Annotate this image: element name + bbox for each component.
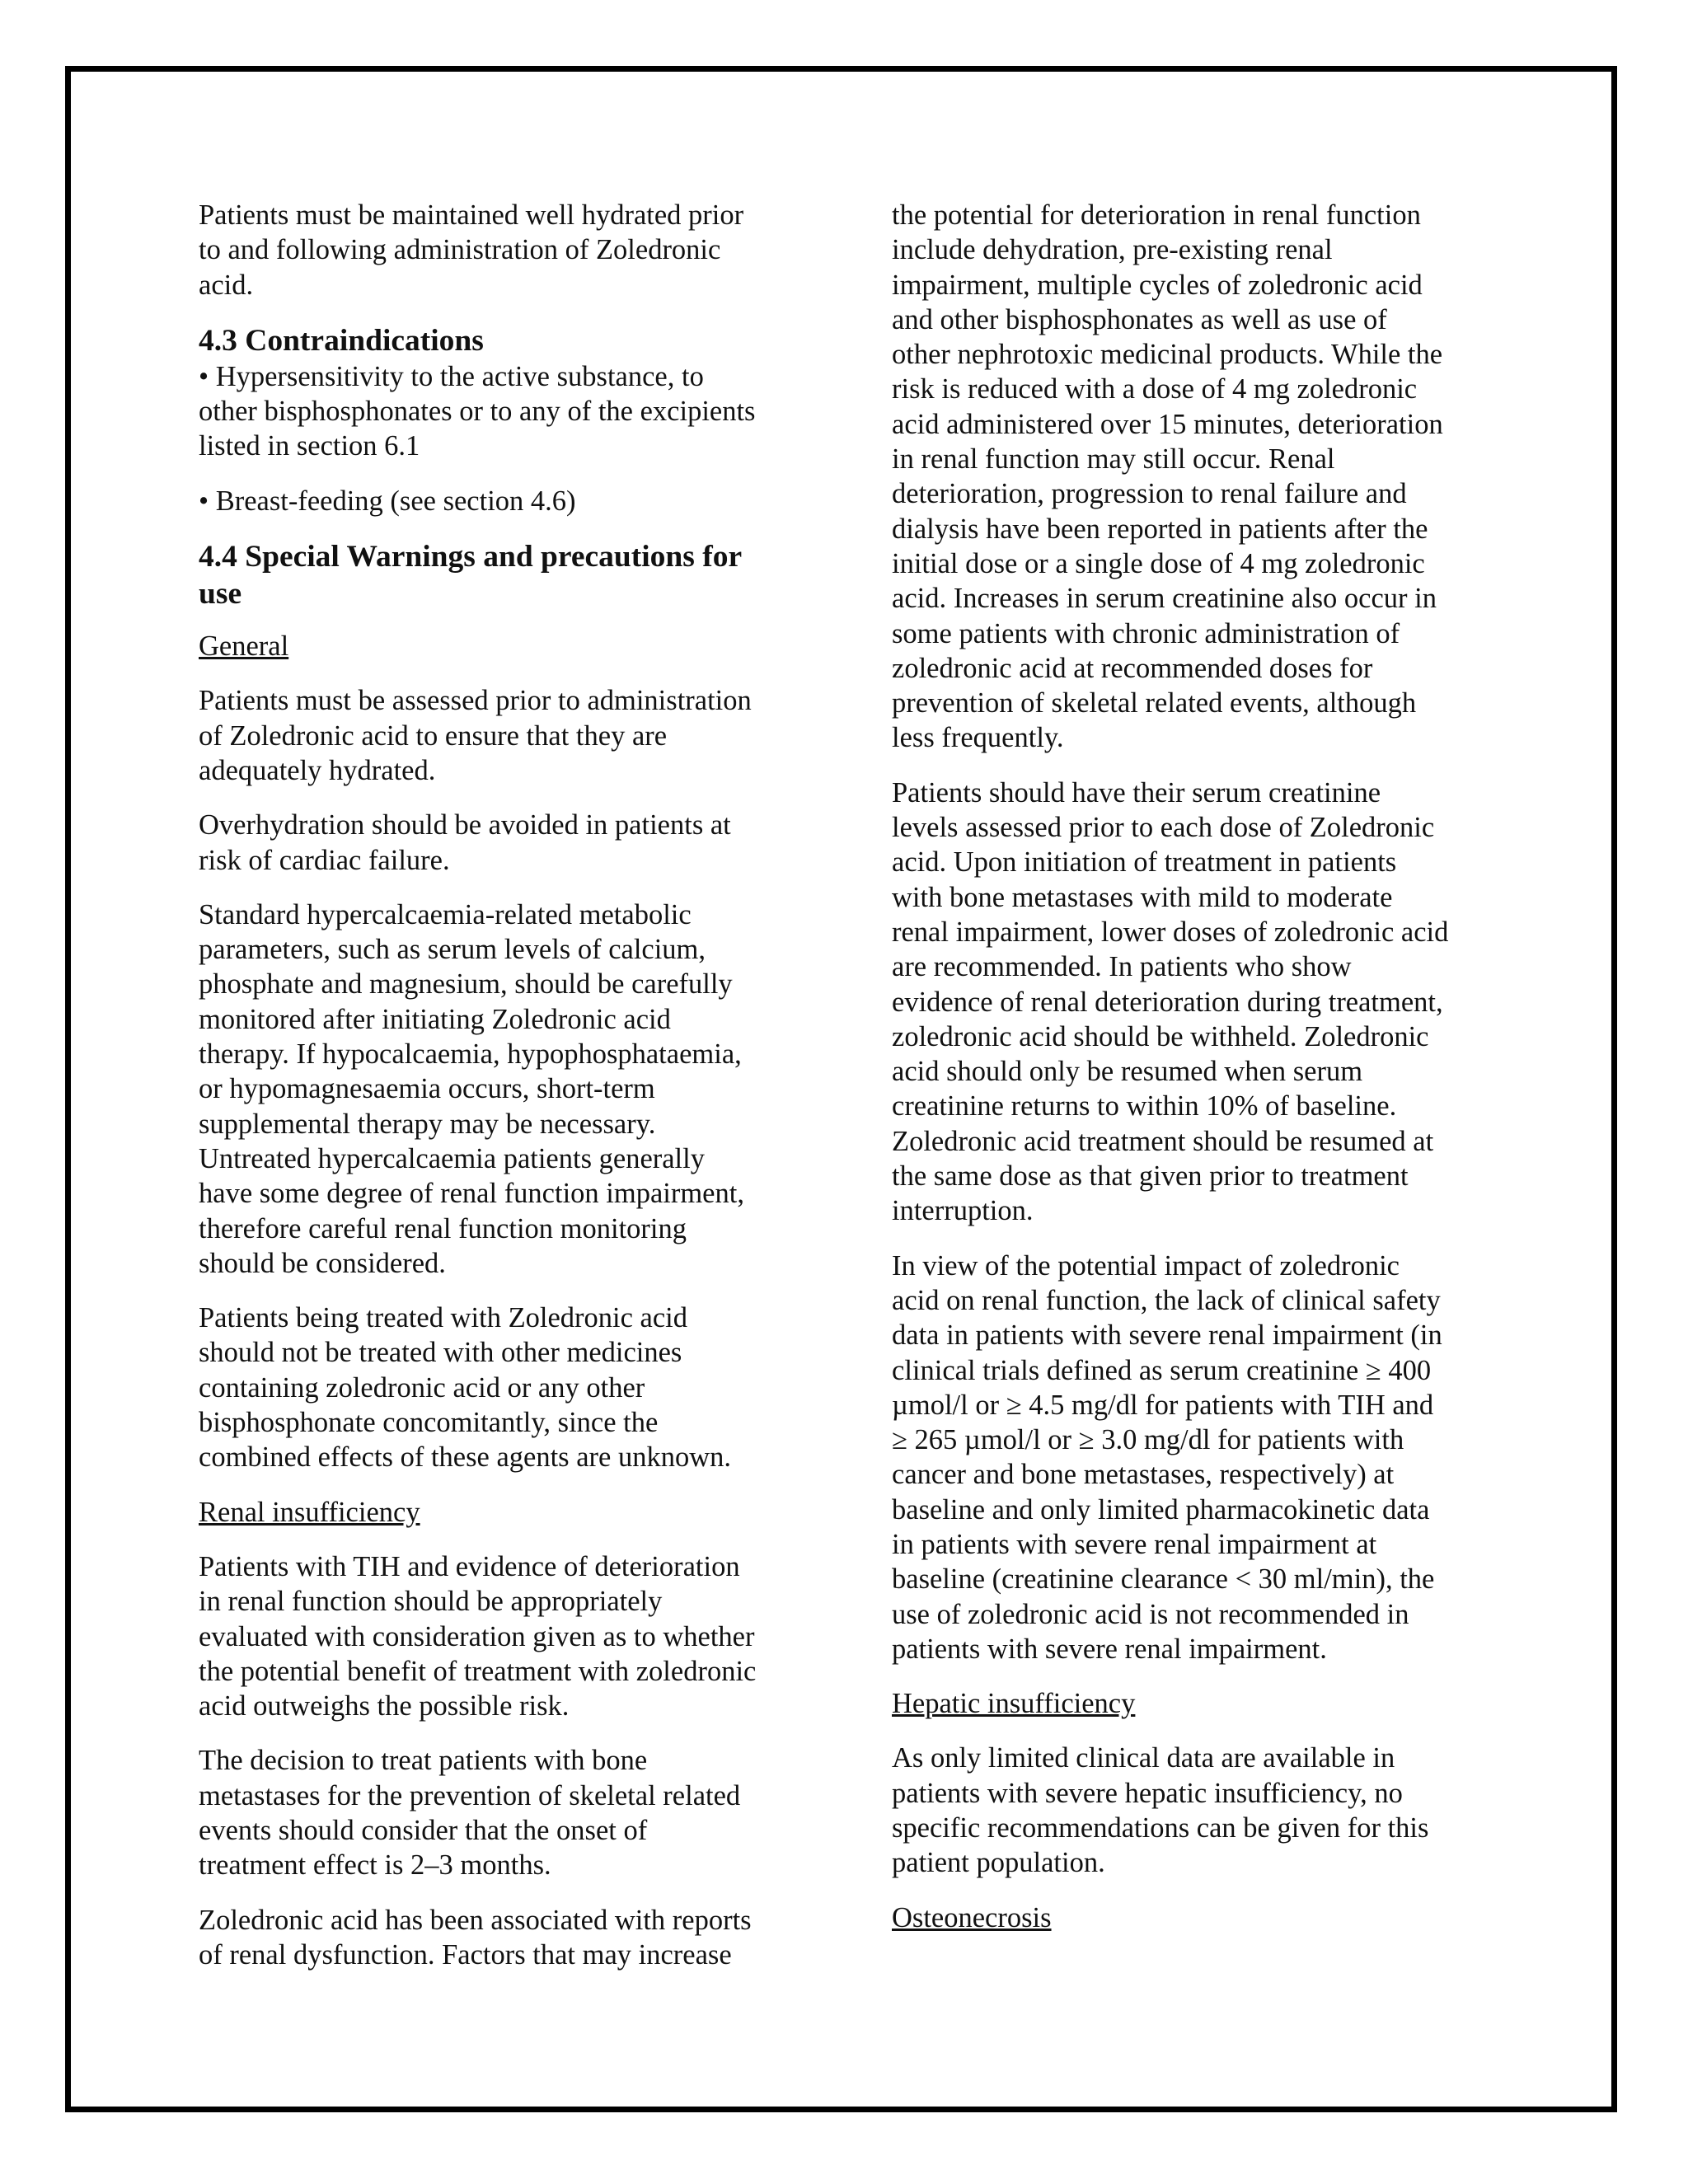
heading-text: 4.4 Special Warnings and precautions for bbox=[199, 540, 743, 574]
text-line: bisphosphonate concomitantly, since the bbox=[199, 1407, 659, 1439]
text-line: Patients should have their serum creatinine bbox=[892, 776, 1381, 808]
text-line: acid. Upon initiation of treatment in patients bbox=[892, 846, 1397, 879]
heading-text: use bbox=[199, 577, 242, 612]
text-line: monitored after initiating Zoledronic acid bbox=[199, 1003, 671, 1035]
text-line: in renal function should be appropriately bbox=[199, 1586, 663, 1618]
subheading-osteonecrosis bbox=[892, 1900, 1493, 1935]
text-line: data in patients with severe renal impairment (in bbox=[892, 1319, 1442, 1352]
text-line: phosphate and magnesium, should be carefully bbox=[199, 968, 733, 1001]
heading-text: 4.3 Contraindications bbox=[199, 323, 484, 358]
text-line: Patients must be maintained well hydrated prior bbox=[199, 199, 744, 231]
text-line: patients with severe hepatic insufficiency, no bbox=[892, 1777, 1403, 1809]
text-line: some patients with chronic administration of bbox=[892, 617, 1400, 649]
text-line: risk is reduced with a dose of 4 mg zoledronic bbox=[892, 373, 1418, 405]
text-line: the same dose as that given prior to treatment bbox=[892, 1160, 1409, 1193]
bullet-hypersensitivity bbox=[199, 359, 800, 464]
text-line: evaluated with consideration given as to whether bbox=[199, 1620, 755, 1652]
text-line: in renal function may still occur. Renal bbox=[892, 443, 1335, 476]
text-line: therefore careful renal function monitoring bbox=[199, 1212, 687, 1244]
text-line: or hypomagnesaemia occurs, short-term bbox=[199, 1073, 655, 1105]
text-line: baseline (creatinine clearance < 30 ml/min), the bbox=[892, 1563, 1435, 1596]
text-line: acid should only be resumed when serum bbox=[892, 1056, 1363, 1088]
text-line: acid. Increases in serum creatinine also occur in bbox=[892, 583, 1437, 615]
text-line: Untreated hypercalcaemia patients generally bbox=[199, 1142, 705, 1174]
text-line: prevention of skeletal related events, although bbox=[892, 687, 1417, 719]
subheading-text: Osteonecrosis bbox=[892, 1901, 1052, 1933]
text-line: interruption. bbox=[892, 1195, 1034, 1227]
text-line: • Breast-feeding (see section 4.6) bbox=[199, 485, 576, 517]
text-line: combined effects of these agents are unknown. bbox=[199, 1441, 732, 1474]
text-line: listed in section 6.1 bbox=[199, 430, 420, 462]
subheading-text: Renal insufficiency bbox=[199, 1496, 420, 1528]
text-line: patient population. bbox=[892, 1847, 1105, 1879]
text-line: acid. bbox=[199, 269, 254, 301]
text-line: are recommended. In patients who show bbox=[892, 951, 1352, 983]
text-line: creatinine returns to within 10% of baseline. bbox=[892, 1090, 1397, 1122]
text-line: In view of the potential impact of zoledronic bbox=[892, 1249, 1400, 1282]
text-line: evidence of renal deterioration during treatment, bbox=[892, 986, 1443, 1018]
text-line: include dehydration, pre-existing renal bbox=[892, 234, 1333, 266]
text-line: containing zoledronic acid or any other bbox=[199, 1371, 645, 1404]
text-line: levels assessed prior to each dose of Zoledronic bbox=[892, 812, 1435, 844]
text-line: with bone metastases with mild to moderate bbox=[892, 881, 1393, 913]
paragraph-assessed bbox=[199, 683, 800, 788]
text-line: Standard hypercalcaemia-related metabolic bbox=[199, 898, 692, 930]
text-line: The decision to treat patients with bone bbox=[199, 1745, 648, 1777]
heading-contraindications bbox=[199, 322, 800, 359]
paragraph-hepatic bbox=[892, 1741, 1493, 1880]
text-line: metastases for the prevention of skeletal related bbox=[199, 1779, 741, 1811]
text-line: events should consider that the onset of bbox=[199, 1814, 648, 1846]
paragraph-hydration bbox=[199, 198, 800, 302]
bullet-breastfeeding bbox=[199, 484, 800, 518]
text-line: should not be treated with other medicines bbox=[199, 1337, 682, 1369]
text-line: zoledronic acid should be withheld. Zoledronic bbox=[892, 1020, 1429, 1052]
paragraph-creatinine-levels bbox=[892, 776, 1493, 1229]
text-line: risk of cardiac failure. bbox=[199, 844, 450, 876]
text-line: clinical trials defined as serum creatinine ≥ 400 bbox=[892, 1354, 1432, 1386]
paragraph-decision bbox=[199, 1743, 800, 1882]
paragraph-potential-deterioration bbox=[892, 198, 1493, 756]
text-line: of renal dysfunction. Factors that may increase bbox=[199, 1938, 732, 1971]
text-line: deterioration, progression to renal failure and bbox=[892, 478, 1407, 510]
text-line: • Hypersensitivity to the active substance, to bbox=[199, 360, 704, 392]
text-line: of Zoledronic acid to ensure that they are bbox=[199, 719, 668, 752]
text-line: use of zoledronic acid is not recommended in bbox=[892, 1598, 1409, 1630]
text-line: parameters, such as serum levels of calcium, bbox=[199, 934, 706, 966]
text-line: Zoledronic acid treatment should be resumed at bbox=[892, 1125, 1434, 1157]
subheading-text: Hepatic insufficiency bbox=[892, 1688, 1136, 1720]
text-line: As only limited clinical data are available in bbox=[892, 1742, 1395, 1774]
text-line: adequately hydrated. bbox=[199, 754, 436, 786]
text-line: supplemental therapy may be necessary. bbox=[199, 1108, 656, 1140]
text-line: therapy. If hypocalcaemia, hypophosphataemia, bbox=[199, 1038, 742, 1071]
text-line: baseline and only limited pharmacokinetic data bbox=[892, 1493, 1430, 1526]
paragraph-tih bbox=[199, 1549, 800, 1723]
text-line: cancer and bone metastases, respectively) at bbox=[892, 1459, 1395, 1491]
text-line: the potential for deterioration in renal function bbox=[892, 199, 1421, 231]
text-line: specific recommendations can be given for this bbox=[892, 1812, 1429, 1844]
text-line: Patients being treated with Zoledronic acid bbox=[199, 1302, 688, 1334]
paragraph-associated bbox=[199, 1903, 800, 1973]
text-line: other bisphosphonates or to any of the excipients bbox=[199, 396, 756, 428]
text-line: impairment, multiple cycles of zoledronic acid bbox=[892, 269, 1423, 301]
subheading-general bbox=[199, 629, 800, 663]
text-line: acid on renal function, the lack of clinical safety bbox=[892, 1284, 1441, 1316]
text-line: renal impairment, lower doses of zoledronic acid bbox=[892, 916, 1449, 948]
right-column bbox=[892, 198, 1493, 1955]
text-line: and other bisphosphonates as well as use of bbox=[892, 303, 1387, 335]
text-line: ≥ 265 µmol/l or ≥ 3.0 mg/dl for patients with bbox=[892, 1424, 1404, 1456]
text-line: in patients with severe renal impairment at bbox=[892, 1528, 1377, 1560]
heading-special-warnings bbox=[199, 538, 800, 612]
paragraph-standard-hypercalcaemia bbox=[199, 898, 800, 1281]
subheading-hepatic-insufficiency bbox=[892, 1686, 1493, 1721]
text-line: Overhydration should be avoided in patients at bbox=[199, 809, 731, 841]
paragraph-overhydration bbox=[199, 808, 800, 878]
paragraph-treated bbox=[199, 1301, 800, 1474]
text-line: initial dose or a single dose of 4 mg zoledronic bbox=[892, 547, 1425, 579]
subheading-text: General bbox=[199, 630, 289, 663]
text-line: Patients with TIH and evidence of deterioration bbox=[199, 1550, 740, 1582]
text-line: acid outweighs the possible risk. bbox=[199, 1690, 570, 1722]
left-column bbox=[199, 198, 800, 1992]
text-line: the potential benefit of treatment with zoledronic bbox=[199, 1655, 757, 1687]
text-line: Zoledronic acid has been associated with reports bbox=[199, 1904, 752, 1936]
text-line: other nephrotoxic medicinal products. While the bbox=[892, 339, 1443, 371]
text-line: should be considered. bbox=[199, 1247, 446, 1279]
text-line: treatment effect is 2–3 months. bbox=[199, 1849, 551, 1882]
text-line: acid administered over 15 minutes, deterioration bbox=[892, 408, 1443, 440]
text-line: less frequently. bbox=[892, 722, 1064, 754]
text-line: µmol/l or ≥ 4.5 mg/dl for patients with TIH and bbox=[892, 1389, 1434, 1421]
text-line: patients with severe renal impairment. bbox=[892, 1633, 1327, 1665]
subheading-renal-insufficiency bbox=[199, 1495, 800, 1530]
text-line: to and following administration of Zoledronic bbox=[199, 234, 721, 266]
text-line: Patients must be assessed prior to administration bbox=[199, 685, 752, 717]
text-line: have some degree of renal function impairment, bbox=[199, 1178, 744, 1210]
text-line: zoledronic acid at recommended doses for bbox=[892, 652, 1373, 684]
paragraph-potential-impact bbox=[892, 1249, 1493, 1667]
text-line: dialysis have been reported in patients after the bbox=[892, 513, 1428, 545]
